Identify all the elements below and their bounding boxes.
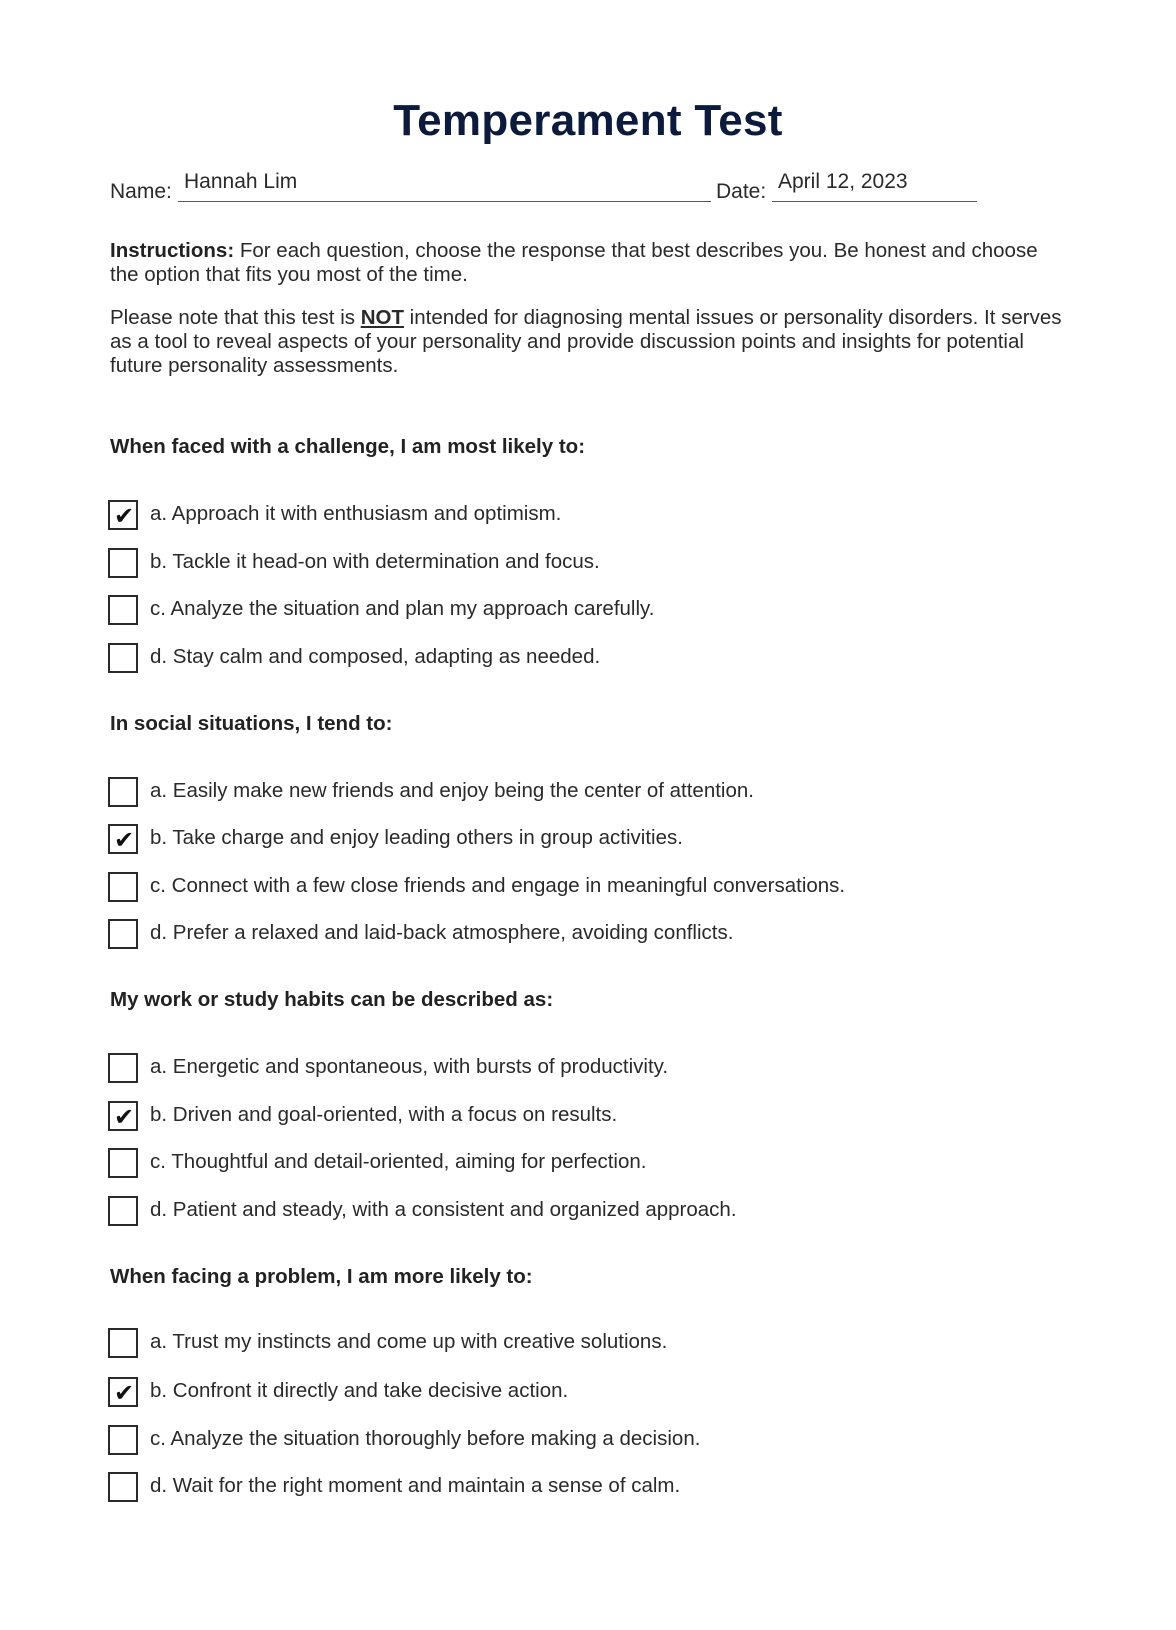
disclaimer-text-end: intended for diagnosing mental issues or personality disorders. It serves as a tool to reveal aspects of your personality and provide discussion points and insights for potential future personality assessments.	[110, 306, 1062, 377]
question-3: My work or study habits can be described as:	[110, 988, 554, 1011]
disclaimer-emphasis: NOT	[360, 306, 404, 329]
checkbox[interactable]	[108, 500, 138, 530]
page-title: Temperament Test	[393, 96, 783, 145]
date-field[interactable]: April 12, 2023	[778, 170, 908, 193]
instructions-text: For each question, choose the response that best describes you. Be honest and choose the option that fits you most of the time.	[110, 239, 1038, 286]
checkbox[interactable]	[108, 919, 138, 949]
option-label: b. Confront it directly and take decisive action.	[150, 1379, 569, 1402]
option-label: c. Analyze the situation and plan my approach carefully.	[150, 597, 655, 620]
disclaimer-text-start: Please note that this test is	[110, 306, 361, 329]
checkbox[interactable]	[108, 777, 138, 807]
option-label: a. Approach it with enthusiasm and optimism.	[150, 502, 562, 525]
checkbox[interactable]	[108, 1053, 138, 1083]
option-label: d. Prefer a relaxed and laid-back atmosphere, avoiding conflicts.	[150, 921, 734, 944]
instructions-label: Instructions:	[110, 239, 235, 262]
option-label: d. Patient and steady, with a consistent and organized approach.	[150, 1198, 737, 1221]
checkbox[interactable]	[108, 1196, 138, 1226]
question-4: When facing a problem, I am more likely to:	[110, 1265, 533, 1288]
question-2: In social situations, I tend to:	[110, 712, 393, 735]
header-fields	[110, 168, 1030, 208]
checkmark-icon: ✔	[114, 502, 135, 530]
checkbox[interactable]	[108, 1472, 138, 1502]
option-label: b. Driven and goal-oriented, with a focus on results.	[150, 1103, 618, 1126]
date-underline	[772, 201, 977, 202]
date-label: Date:	[716, 180, 767, 203]
checkmark-icon: ✔	[114, 1103, 135, 1131]
option-label: b. Take charge and enjoy leading others in group activities.	[150, 826, 683, 849]
option-label: a. Trust my instincts and come up with creative solutions.	[150, 1330, 668, 1353]
option-label: c. Connect with a few close friends and engage in meaningful conversations.	[150, 874, 846, 897]
checkbox[interactable]	[108, 1328, 138, 1358]
checkbox[interactable]	[108, 643, 138, 673]
option-label: d. Wait for the right moment and maintain a sense of calm.	[150, 1474, 681, 1497]
checkbox[interactable]	[108, 1101, 138, 1131]
name-field[interactable]: Hannah Lim	[184, 170, 298, 193]
option-label: d. Stay calm and composed, adapting as needed.	[150, 645, 601, 668]
option-label: c. Analyze the situation thoroughly before making a decision.	[150, 1427, 701, 1450]
checkmark-icon: ✔	[114, 826, 135, 854]
option-label: c. Thoughtful and detail-oriented, aiming for perfection.	[150, 1150, 647, 1173]
instructions-paragraph	[110, 239, 1070, 287]
option-label: a. Energetic and spontaneous, with bursts of productivity.	[150, 1055, 669, 1078]
checkbox[interactable]	[108, 824, 138, 854]
checkbox[interactable]	[108, 1377, 138, 1407]
checkmark-icon: ✔	[114, 1379, 135, 1407]
checkbox[interactable]	[108, 872, 138, 902]
checkbox[interactable]	[108, 548, 138, 578]
option-label: a. Easily make new friends and enjoy being the center of attention.	[150, 779, 754, 802]
name-underline	[178, 201, 711, 202]
checkbox[interactable]	[108, 1425, 138, 1455]
disclaimer-paragraph	[110, 306, 1070, 378]
checkbox[interactable]	[108, 595, 138, 625]
question-1: When faced with a challenge, I am most likely to:	[110, 435, 586, 458]
checkbox[interactable]	[108, 1148, 138, 1178]
name-label: Name:	[110, 180, 172, 203]
option-label: b. Tackle it head-on with determination and focus.	[150, 550, 600, 573]
